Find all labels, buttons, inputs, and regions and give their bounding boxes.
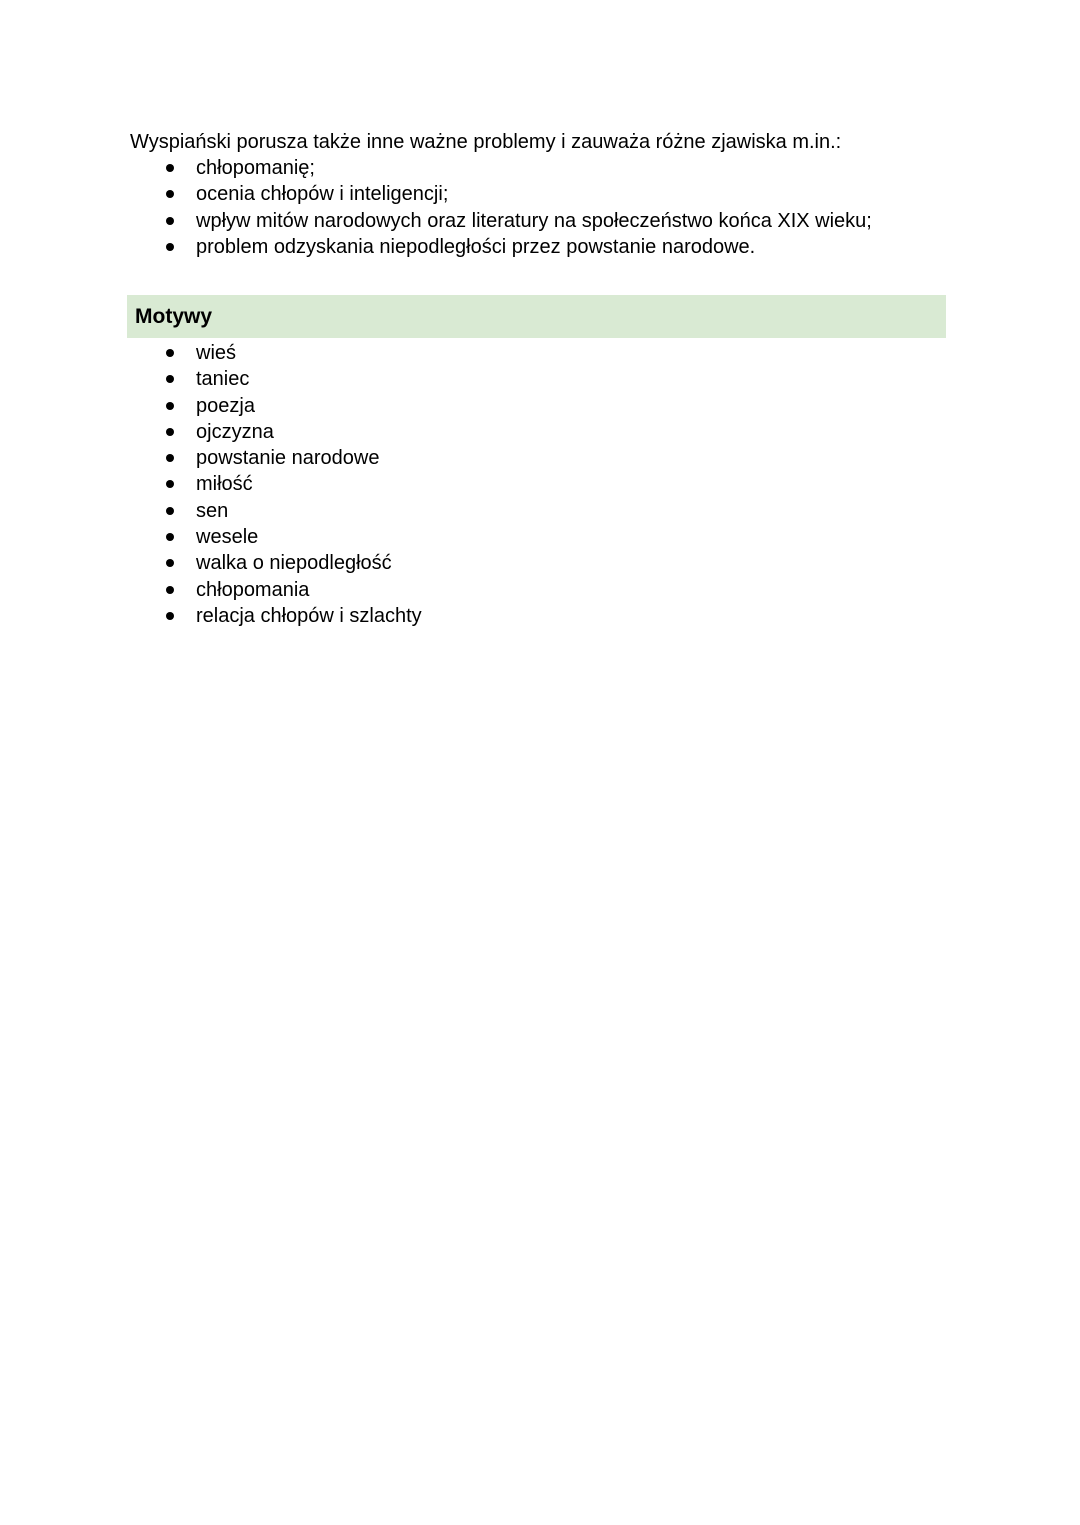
list-item-text: relacja chłopów i szlachty — [196, 604, 422, 627]
bullet-icon — [166, 480, 174, 488]
list-item — [130, 208, 950, 234]
list-item — [130, 181, 950, 207]
bullet-icon — [166, 243, 174, 251]
bullet-icon — [166, 349, 174, 357]
list-item-text: walka o niepodległość — [196, 552, 392, 575]
list-item — [130, 366, 950, 392]
list-item-text: chłopomania — [196, 578, 310, 601]
list-item-text: powstanie narodowe — [196, 447, 380, 470]
list-item-text: poezja — [196, 394, 255, 417]
bullet-icon — [166, 507, 174, 515]
motifs-heading-band — [127, 295, 946, 338]
bullet-icon — [166, 559, 174, 567]
list-item-text: wpływ mitów narodowych oraz literatury na społeczeństwo końca XIX wieku; — [196, 209, 872, 232]
list-item — [130, 340, 950, 366]
problems-list — [130, 155, 950, 260]
list-item-text: ojczyzna — [196, 420, 274, 443]
bullet-icon — [166, 586, 174, 594]
bullet-icon — [166, 375, 174, 383]
section-heading: Motywy — [135, 305, 213, 328]
list-item — [130, 419, 950, 445]
bullet-icon — [166, 612, 174, 620]
list-item — [130, 524, 950, 550]
list-item-text: taniec — [196, 368, 250, 391]
motifs-list — [130, 340, 950, 629]
intro-paragraph: Wyspiański porusza także inne ważne problemy i zauważa różne zjawiska m.in.: — [130, 131, 842, 153]
list-item — [130, 550, 950, 576]
list-item — [130, 498, 950, 524]
bullet-icon — [166, 217, 174, 225]
list-item — [130, 577, 950, 603]
list-item-text: wieś — [196, 342, 237, 364]
list-item — [130, 393, 950, 419]
bullet-icon — [166, 428, 174, 436]
list-item-text: wesele — [196, 526, 259, 549]
list-item-text: problem odzyskania niepodległości przez powstanie narodowe. — [196, 235, 756, 258]
bullet-icon — [166, 190, 174, 198]
bullet-icon — [166, 533, 174, 541]
bullet-icon — [166, 164, 174, 172]
bullet-icon — [166, 402, 174, 410]
list-item — [130, 445, 950, 471]
list-item-text: chłopomanię; — [196, 157, 315, 179]
bullet-icon — [166, 454, 174, 462]
list-item-text: miłość — [196, 473, 253, 496]
list-item-text: ocenia chłopów i inteligencji; — [196, 183, 449, 206]
list-item — [130, 603, 950, 629]
list-item — [130, 155, 950, 181]
list-item — [130, 471, 950, 497]
list-item — [130, 234, 950, 260]
list-item-text: sen — [196, 499, 229, 522]
